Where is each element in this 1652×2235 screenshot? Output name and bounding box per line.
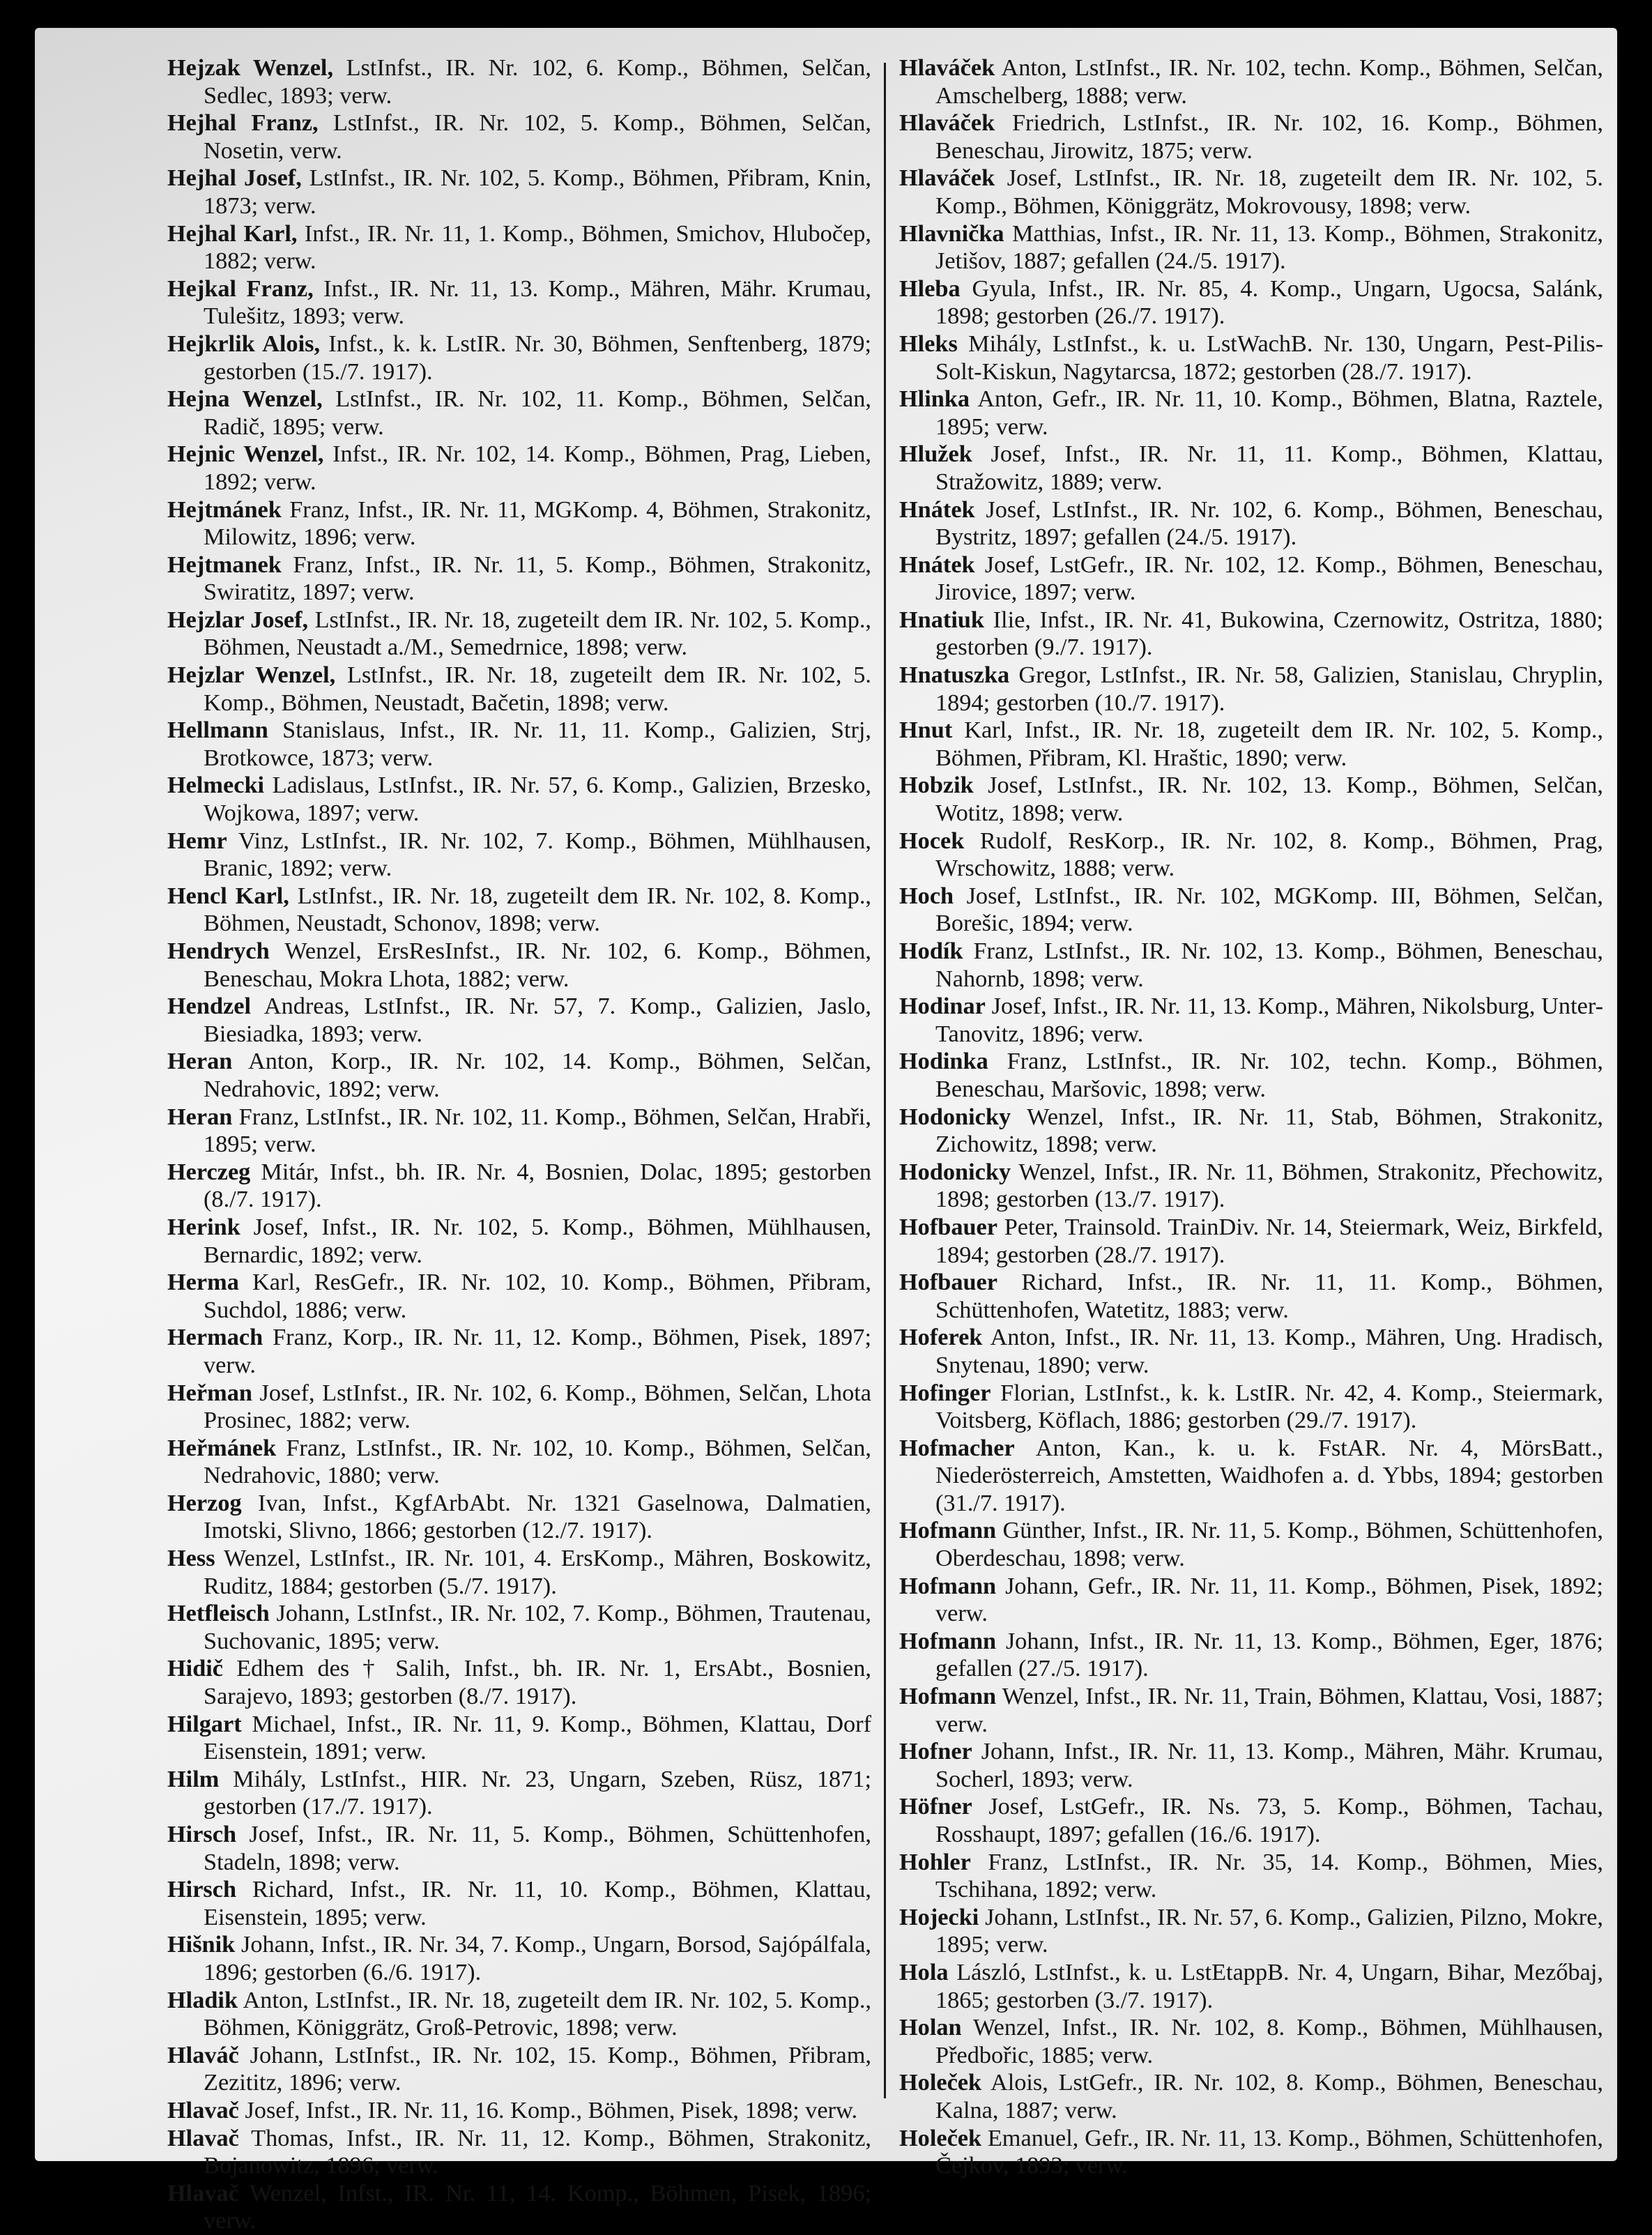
entry-details: Wenzel, Infst., IR. Nr. 11, Böhmen, Strakonitz, Přechowitz, 1898; gestorben (13./7. 1917).	[935, 1158, 1603, 1213]
entry-surname: Hoch	[899, 882, 954, 909]
entry-details: Gregor, LstInfst., IR. Nr. 58, Galizien, Stanislau, Chryplin, 1894; gestorben (10./7. 1917).	[935, 662, 1603, 716]
entry-surname: Hišnik	[167, 1931, 236, 1958]
casualty-entry	[899, 1214, 1603, 1269]
casualty-entry	[899, 54, 1603, 109]
entry-details: László, LstInfst., k. u. LstEtappB. Nr. 4, Ungarn, Bihar, Mezőbaj, 1865; gestorben (3./7. 1917).	[935, 1958, 1603, 2013]
entry-surname: Hlavač	[167, 2096, 239, 2123]
entry-details: Josef, Infst., IR. Nr. 11, 11. Komp., Böhmen, Klattau, Stražowitz, 1889; verw.	[935, 441, 1603, 495]
entry-details: Josef, LstInfst., IR. Nr. 18, zugeteilt dem IR. Nr. 102, 5. Komp., Böhmen, Königgrätz, Mokrovousy, 1898; verw.	[935, 165, 1603, 219]
entry-surname: Hetfleisch	[167, 1600, 270, 1627]
entry-details: Anton, Korp., IR. Nr. 102, 14. Komp., Böhmen, Selčan, Nedrahovic, 1892; verw.	[204, 1048, 871, 1102]
casualty-entry	[899, 551, 1603, 607]
entry-details: Rudolf, ResKorp., IR. Nr. 102, 8. Komp., Böhmen, Prag, Wrschowitz, 1888; verw.	[935, 827, 1603, 882]
casualty-entry	[167, 496, 871, 551]
entry-details: Vinz, LstInfst., IR. Nr. 102, 7. Komp., Böhmen, Mühlhausen, Branic, 1892; verw.	[204, 827, 871, 882]
entry-details: Andreas, LstInfst., IR. Nr. 57, 7. Komp., Galizien, Jaslo, Biesiadka, 1893; verw.	[204, 993, 871, 1047]
casualty-entry	[899, 2125, 1603, 2180]
entry-details: Matthias, Infst., IR. Nr. 11, 13. Komp., Böhmen, Strakonitz, Jetišov, 1887; gefallen (24./5. 1917).	[935, 220, 1603, 275]
entry-surname: Hodík	[899, 938, 963, 964]
entry-surname: Heřman	[167, 1379, 252, 1406]
casualty-entry	[167, 1269, 871, 1324]
entry-details: Gyula, Infst., IR. Nr. 85, 4. Komp., Ungarn, Ugocsa, Salánk, 1898; gestorben (26./7. 1917).	[935, 275, 1603, 330]
casualty-entry	[899, 1904, 1603, 1959]
casualty-entry	[167, 772, 871, 827]
entry-surname: Hellmann	[167, 717, 268, 744]
casualty-entry	[899, 1269, 1603, 1324]
casualty-entry	[899, 1849, 1603, 1904]
entry-details: Wenzel, Infst., IR. Nr. 102, 8. Komp., Böhmen, Mühlhausen, Předbořic, 1885; verw.	[935, 2014, 1603, 2068]
casualty-entry	[167, 827, 871, 883]
entry-details: Franz, LstInfst., IR. Nr. 102, techn. Komp., Böhmen, Beneschau, Maršovic, 1898; verw.	[935, 1048, 1603, 1102]
entry-surname: Holeček	[899, 2124, 982, 2151]
entry-details: Edhem des † Salih, Infst., bh. IR. Nr. 1, ErsAbt., Bosnien, Sarajevo, 1893; gestorben (8./7. 1917).	[204, 1655, 871, 1710]
entry-surname: Hleba	[899, 275, 961, 302]
entry-details: Emanuel, Gefr., IR. Nr. 11, 13. Komp., Böhmen, Schüttenhofen, Čejkov, 1893; verw.	[935, 2124, 1603, 2179]
casualty-entry	[167, 1545, 871, 1600]
casualty-entry	[899, 1959, 1603, 2014]
entry-details: Michael, Infst., IR. Nr. 11, 9. Komp., Böhmen, Klattau, Dorf Eisenstein, 1891; verw.	[204, 1710, 871, 1765]
casualty-entry	[167, 1876, 871, 1931]
entry-details: Josef, LstGefr., IR. Nr. 102, 12. Komp., Böhmen, Beneschau, Jirovice, 1897; verw.	[935, 551, 1603, 606]
casualty-entry	[899, 883, 1603, 938]
entry-surname: Hermach	[167, 1324, 263, 1351]
entry-details: Anton, LstInfst., IR. Nr. 18, zugeteilt dem IR. Nr. 102, 5. Komp., Böhmen, Königgrätz, Groß-Petrovic, 1898; verw.	[204, 1986, 871, 2041]
casualty-entry	[899, 993, 1603, 1048]
casualty-entry	[899, 1435, 1603, 1518]
left-column	[167, 54, 871, 2235]
casualty-entry	[167, 441, 871, 496]
entry-surname: Hilm	[167, 1765, 220, 1792]
entry-details: Infst., IR. Nr. 11, 13. Komp., Mähren, Mähr. Krumau, Tulešitz, 1893; verw.	[204, 275, 871, 330]
entry-details: Infst., IR. Nr. 102, 14. Komp., Böhmen, Prag, Lieben, 1892; verw.	[204, 441, 871, 495]
casualty-entry	[167, 2180, 871, 2235]
entry-details: Franz, LstInfst., IR. Nr. 102, 13. Komp., Böhmen, Beneschau, Nahornb, 1898; verw.	[935, 938, 1603, 992]
casualty-entry	[899, 109, 1603, 165]
entry-surname: Hlaváček	[899, 165, 995, 192]
entry-details: Anton, LstInfst., IR. Nr. 102, techn. Komp., Böhmen, Selčan, Amschelberg, 1888; verw.	[935, 54, 1603, 109]
entry-surname: Herzog	[167, 1489, 242, 1516]
casualty-entry	[167, 883, 871, 938]
entry-details: Johann, Infst., IR. Nr. 11, 13. Komp., Mähren, Mähr. Krumau, Socherl, 1893; verw.	[935, 1738, 1603, 1792]
casualty-entry	[899, 717, 1603, 772]
entry-surname: Hofbauer	[899, 1269, 997, 1296]
casualty-entry	[167, 275, 871, 330]
entry-surname: Hidič	[167, 1655, 224, 1682]
entry-surname: Hlaváček	[899, 109, 995, 137]
casualty-entry	[167, 165, 871, 220]
entry-surname: Hnátek	[899, 551, 975, 578]
casualty-entry	[899, 330, 1603, 386]
casualty-entry	[899, 662, 1603, 717]
entry-details: Johann, Gefr., IR. Nr. 11, 11. Komp., Böhmen, Pisek, 1892; verw.	[935, 1572, 1603, 1627]
entry-surname: Hofmann	[899, 1572, 997, 1599]
entry-surname: Hofbauer	[899, 1213, 997, 1240]
entry-details: Franz, LstInfst., IR. Nr. 102, 11. Komp., Böhmen, Selčan, Hrabři, 1895; verw.	[204, 1103, 871, 1158]
entry-details: Josef, Infst., IR. Nr. 11, 5. Komp., Böhmen, Schüttenhofen, Stadeln, 1898; verw.	[204, 1821, 871, 1875]
entry-details: LstInfst., IR. Nr. 18, zugeteilt dem IR. Nr. 102, 5. Komp., Böhmen, Neustadt, Bačetin, 1898; verw.	[204, 662, 872, 716]
entry-details: Wenzel, LstInfst., IR. Nr. 101, 4. ErsKomp., Mähren, Boskowitz, Ruditz, 1884; gestorben (5./7. 1917).	[204, 1545, 871, 1599]
entry-surname: Heřmánek	[167, 1434, 277, 1461]
entry-surname: Hejzlar Wenzel,	[167, 662, 336, 689]
casualty-entry	[167, 2097, 871, 2125]
entry-details: Stanislaus, Infst., IR. Nr. 11, 11. Komp., Galizien, Strj, Brotkowce, 1873; verw.	[204, 717, 871, 771]
entry-surname: Hodinar	[899, 993, 986, 1020]
entry-details: Johann, LstInfst., IR. Nr. 57, 6. Komp., Galizien, Pilzno, Mokre, 1895; verw.	[935, 1903, 1603, 1958]
entry-surname: Heran	[167, 1103, 233, 1130]
entry-details: Wenzel, Infst., IR. Nr. 11, Stab, Böhmen, Strakonitz, Zichowitz, 1898; verw.	[935, 1103, 1603, 1158]
casualty-entry	[167, 220, 871, 275]
document-page	[35, 28, 1617, 2234]
entry-surname: Hnátek	[899, 496, 975, 523]
entry-details: Josef, LstInfst., IR. Nr. 102, 6. Komp., Böhmen, Beneschau, Bystritz, 1897; gefallen (24./5. 1917).	[935, 496, 1603, 551]
entry-surname: Hlaváček	[899, 54, 995, 81]
casualty-entry	[167, 1987, 871, 2042]
entry-details: Infst., k. k. LstIR. Nr. 30, Böhmen, Senftenberg, 1879; gestorben (15./7. 1917).	[204, 330, 871, 385]
entry-surname: Hejna Wenzel,	[167, 386, 323, 413]
casualty-entry	[167, 1380, 871, 1435]
entry-surname: Hejtmánek	[167, 496, 282, 523]
entry-surname: Hleks	[899, 330, 958, 357]
entry-surname: Hofmann	[899, 1683, 997, 1710]
entry-surname: Hirsch	[167, 1821, 237, 1847]
entry-details: Johann, Infst., IR. Nr. 11, 13. Komp., Böhmen, Eger, 1876; gefallen (27./5. 1917).	[935, 1627, 1603, 1682]
entry-details: Franz, Infst., IR. Nr. 11, 5. Komp., Böhmen, Strakonitz, Swiratitz, 1897; verw.	[204, 551, 871, 606]
entry-surname: Hejzlar Josef,	[167, 606, 309, 633]
entry-surname: Hejzak Wenzel,	[167, 54, 334, 81]
entry-details: LstInfst., IR. Nr. 102, 11. Komp., Böhmen, Selčan, Radič, 1895; verw.	[204, 386, 871, 440]
entry-surname: Heran	[167, 1048, 233, 1075]
entry-surname: Hejhal Karl,	[167, 220, 298, 247]
entry-surname: Hofner	[899, 1738, 972, 1765]
entry-surname: Hencl Karl,	[167, 882, 289, 909]
casualty-entry	[899, 1104, 1603, 1159]
entry-details: Josef, LstGefr., IR. Ns. 73, 5. Komp., Böhmen, Tachau, Rosshaupt, 1897; gefallen (16./6. 1917).	[935, 1793, 1603, 1847]
entry-details: Johann, Infst., IR. Nr. 34, 7. Komp., Ungarn, Borsod, Sajópálfala, 1896; gestorben (6./6. 1917).	[204, 1931, 871, 1985]
casualty-entry	[167, 2042, 871, 2097]
entry-details: Florian, LstInfst., k. k. LstIR. Nr. 42, 4. Komp., Steiermark, Voitsberg, Köflach, 1886; gestorben (29./7. 1917).	[935, 1379, 1603, 1434]
entry-details: Richard, Infst., IR. Nr. 11, 10. Komp., Böhmen, Klattau, Eisenstein, 1895; verw.	[204, 1876, 871, 1930]
entry-surname: Hladik	[167, 1986, 238, 2013]
casualty-entry	[899, 1159, 1603, 1214]
casualty-entry	[899, 1048, 1603, 1103]
casualty-entry	[167, 1159, 871, 1214]
casualty-entry	[167, 1600, 871, 1655]
entry-details: Anton, Kan., k. u. k. FstAR. Nr. 4, MörsBatt., Niederösterreich, Amstetten, Waidhofen a. d. Ybbs, 1894; gestorben (31./7. 1917).	[935, 1434, 1603, 1516]
entry-surname: Holeček	[899, 2069, 982, 2096]
entry-surname: Hendzel	[167, 993, 252, 1020]
casualty-entry	[167, 1821, 871, 1876]
entry-surname: Hlavač	[167, 2124, 239, 2151]
entry-details: Mihály, LstInfst., HIR. Nr. 23, Ungarn, Szeben, Rüsz, 1871; gestorben (17./7. 1917).	[204, 1765, 871, 1820]
entry-details: Wenzel, ErsResInfst., IR. Nr. 102, 6. Komp., Böhmen, Beneschau, Mokra Lhota, 1882; verw.	[204, 938, 871, 992]
entry-surname: Hlužek	[899, 441, 972, 468]
entry-details: LstInfst., IR. Nr. 18, zugeteilt dem IR. Nr. 102, 8. Komp., Böhmen, Neustadt, Schonov, 1898; verw.	[204, 882, 871, 937]
entry-details: Josef, Infst., IR. Nr. 11, 13. Komp., Mähren, Nikolsburg, Unter-Tanovitz, 1896; verw.	[935, 993, 1603, 1047]
entry-surname: Hnatuszka	[899, 662, 1010, 689]
entry-surname: Hobzik	[899, 772, 974, 799]
casualty-entry	[167, 662, 871, 717]
casualty-entry	[899, 165, 1603, 220]
entry-details: Franz, LstInfst., IR. Nr. 102, 10. Komp., Böhmen, Selčan, Nedrahovic, 1880; verw.	[204, 1434, 871, 1489]
entry-details: Thomas, Infst., IR. Nr. 11, 12. Komp., Böhmen, Strakonitz, Bojanowitz, 1896; verw.	[204, 2124, 871, 2179]
entry-surname: Hlaváč	[167, 2041, 239, 2068]
casualty-entry	[167, 993, 871, 1048]
casualty-entry	[167, 1048, 871, 1103]
entry-surname: Hilgart	[167, 1710, 242, 1737]
entry-surname: Holan	[899, 2014, 962, 2041]
casualty-entry	[167, 2125, 871, 2180]
casualty-entry	[167, 54, 871, 109]
entry-surname: Hofinger	[899, 1379, 991, 1406]
entry-details: Josef, Infst., IR. Nr. 102, 5. Komp., Böhmen, Mühlhausen, Bernardic, 1892; verw.	[204, 1213, 871, 1268]
entry-details: Wenzel, Infst., IR. Nr. 11, Train, Böhmen, Klattau, Vosi, 1887; verw.	[935, 1683, 1603, 1737]
entry-surname: Herczeg	[167, 1158, 251, 1185]
casualty-entry	[899, 772, 1603, 827]
entry-details: Johann, LstInfst., IR. Nr. 102, 7. Komp., Böhmen, Trautenau, Suchovanic, 1895; verw.	[204, 1600, 871, 1654]
casualty-entry	[899, 1517, 1603, 1572]
casualty-entry	[899, 2069, 1603, 2124]
entry-details: LstInfst., IR. Nr. 102, 5. Komp., Böhmen, Přibram, Knin, 1873; verw.	[204, 165, 871, 219]
entry-details: Wenzel, Infst., IR. Nr. 11, 14. Komp., Böhmen, Pisek, 1896; verw.	[204, 2179, 871, 2234]
entry-details: Mihály, LstInfst., k. u. LstWachB. Nr. 130, Ungarn, Pest-Pilis-Solt-Kiskun, Nagytarcsa, 1872; gestorben (28./7. 1917).	[935, 330, 1603, 385]
entry-surname: Hirsch	[167, 1876, 237, 1903]
casualty-entry	[899, 1324, 1603, 1379]
entry-details: LstInfst., IR. Nr. 18, zugeteilt dem IR. Nr. 102, 5. Komp., Böhmen, Neustadt a./M., Semedrnice, 1898; verw.	[204, 606, 871, 661]
entry-surname: Hofmann	[899, 1517, 997, 1544]
casualty-entry	[167, 1490, 871, 1545]
entry-surname: Hendrych	[167, 938, 270, 964]
entry-details: Anton, Gefr., IR. Nr. 11, 10. Komp., Böhmen, Blatna, Raztele, 1895; verw.	[935, 386, 1603, 440]
entry-details: Richard, Infst., IR. Nr. 11, 11. Komp., Böhmen, Schüttenhofen, Watetitz, 1883; verw.	[935, 1269, 1603, 1323]
entry-details: Ladislaus, LstInfst., IR. Nr. 57, 6. Komp., Galizien, Brzesko, Wojkowa, 1897; verw.	[204, 772, 871, 827]
entry-details: Mitár, Infst., bh. IR. Nr. 4, Bosnien, Dolac, 1895; gestorben (8./7. 1917).	[204, 1158, 871, 1213]
casualty-entry	[899, 1573, 1603, 1628]
casualty-entry	[899, 496, 1603, 551]
entry-details: Peter, Trainsold. TrainDiv. Nr. 14, Steiermark, Weiz, Birkfeld, 1894; gestorben (28./7. 1917).	[935, 1213, 1603, 1268]
entry-surname: Hess	[167, 1545, 215, 1572]
entry-details: Franz, Infst., IR. Nr. 11, MGKomp. 4, Böhmen, Strakonitz, Milowitz, 1896; verw.	[204, 496, 871, 551]
casualty-entry	[899, 2014, 1603, 2069]
entry-surname: Hodinka	[899, 1048, 988, 1075]
entry-details: Josef, LstInfst., IR. Nr. 102, 13. Komp., Böhmen, Selčan, Wotitz, 1898; verw.	[935, 772, 1603, 827]
entry-surname: Hejkrlik Alois,	[167, 330, 321, 357]
entry-surname: Hejkal Franz,	[167, 275, 314, 302]
casualty-entry	[167, 551, 871, 607]
entry-surname: Hola	[899, 1958, 949, 1985]
column-divider	[884, 63, 886, 2098]
casualty-entry	[167, 1766, 871, 1821]
casualty-entry	[899, 1793, 1603, 1848]
entry-details: Ilie, Infst., IR. Nr. 41, Bukowina, Czernowitz, Ostritza, 1880; gestorben (9./7. 1917).	[935, 606, 1603, 661]
casualty-entry	[899, 827, 1603, 883]
casualty-entry	[167, 330, 871, 386]
casualty-entry	[899, 607, 1603, 662]
casualty-entry	[899, 1380, 1603, 1435]
casualty-entry	[167, 1711, 871, 1766]
entry-details: Günther, Infst., IR. Nr. 11, 5. Komp., Böhmen, Schüttenhofen, Oberdeschau, 1898; verw.	[935, 1517, 1603, 1572]
casualty-entry	[167, 607, 871, 662]
casualty-entry	[899, 441, 1603, 496]
entry-surname: Hoferek	[899, 1324, 983, 1351]
casualty-entry	[167, 938, 871, 993]
entry-details: Franz, LstInfst., IR. Nr. 35, 14. Komp., Böhmen, Mies, Tschihana, 1892; verw.	[935, 1848, 1603, 1903]
casualty-entry	[899, 1738, 1603, 1793]
entry-surname: Hemr	[167, 827, 227, 854]
entry-surname: Hejtmanek	[167, 551, 282, 578]
entry-details: Josef, Infst., IR. Nr. 11, 16. Komp., Böhmen, Pisek, 1898; verw.	[238, 2096, 858, 2123]
casualty-entry	[899, 938, 1603, 993]
entry-surname: Hodonicky	[899, 1158, 1011, 1185]
entry-details: Karl, Infst., IR. Nr. 18, zugeteilt dem IR. Nr. 102, 5. Komp., Böhmen, Přibram, Kl. Hraštic, 1890; verw.	[935, 717, 1603, 771]
casualty-entry	[899, 275, 1603, 330]
entry-surname: Hofmann	[899, 1627, 997, 1654]
casualty-entry	[167, 1214, 871, 1269]
casualty-entry	[167, 1435, 871, 1490]
entry-details: Johann, LstInfst., IR. Nr. 102, 15. Komp., Böhmen, Přibram, Zezititz, 1896; verw.	[204, 2041, 871, 2096]
entry-surname: Höfner	[899, 1793, 972, 1820]
entry-details: LstInfst., IR. Nr. 102, 5. Komp., Böhmen, Selčan, Nosetin, verw.	[204, 109, 871, 164]
entry-surname: Hodonicky	[899, 1103, 1011, 1130]
casualty-entry	[899, 1683, 1603, 1738]
casualty-entry	[167, 1931, 871, 1986]
entry-details: Karl, ResGefr., IR. Nr. 102, 10. Komp., Böhmen, Přibram, Suchdol, 1886; verw.	[204, 1269, 871, 1323]
entry-details: Franz, Korp., IR. Nr. 11, 12. Komp., Böhmen, Pisek, 1897; verw.	[204, 1324, 871, 1378]
entry-details: Alois, LstGefr., IR. Nr. 102, 8. Komp., Böhmen, Beneschau, Kalna, 1887; verw.	[935, 2069, 1603, 2123]
entry-surname: Hnatiuk	[899, 606, 984, 633]
entry-surname: Hohler	[899, 1848, 971, 1875]
entry-details: Infst., IR. Nr. 11, 1. Komp., Böhmen, Smichov, Hlubočep, 1882; verw.	[204, 220, 871, 275]
casualty-entry	[167, 717, 871, 772]
entry-details: Josef, LstInfst., IR. Nr. 102, 6. Komp., Böhmen, Selčan, Lhota Prosinec, 1882; verw.	[204, 1379, 871, 1434]
casualty-entry	[899, 386, 1603, 441]
entry-surname: Hofmacher	[899, 1434, 1015, 1461]
entry-details: Anton, Infst., IR. Nr. 11, 13. Komp., Mähren, Ung. Hradisch, Snytenau, 1890; verw.	[935, 1324, 1603, 1378]
entry-surname: Helmecki	[167, 772, 265, 799]
entry-details: Friedrich, LstInfst., IR. Nr. 102, 16. Komp., Böhmen, Beneschau, Jirowitz, 1875; verw.	[935, 109, 1603, 164]
entry-surname: Hlavnička	[899, 220, 1004, 247]
entry-surname: Herma	[167, 1269, 239, 1296]
entry-surname: Hlavač	[167, 2179, 239, 2206]
entry-surname: Hejnic Wenzel,	[167, 441, 324, 468]
casualty-entry	[167, 1104, 871, 1159]
entry-details: Josef, LstInfst., IR. Nr. 102, MGKomp. III, Böhmen, Selčan, Borešic, 1894; verw.	[935, 882, 1603, 937]
casualty-entry	[899, 220, 1603, 275]
entry-surname: Hocek	[899, 827, 965, 854]
right-column	[899, 54, 1603, 2180]
entry-surname: Herink	[167, 1213, 240, 1240]
entry-surname: Hojecki	[899, 1903, 979, 1930]
entry-details: LstInfst., IR. Nr. 102, 6. Komp., Böhmen, Selčan, Sedlec, 1893; verw.	[204, 54, 871, 109]
casualty-entry	[899, 1628, 1603, 1683]
entry-surname: Hejhal Franz,	[167, 109, 319, 137]
entry-surname: Hlinka	[899, 386, 970, 413]
entry-surname: Hejhal Josef,	[167, 165, 302, 192]
casualty-entry	[167, 109, 871, 165]
entry-details: Ivan, Infst., KgfArbAbt. Nr. 1321 Gaselnowa, Dalmatien, Imotski, Slivno, 1866; gestorben (12./7. 1917).	[204, 1489, 871, 1544]
entry-surname: Hnut	[899, 717, 953, 744]
casualty-entry	[167, 1324, 871, 1379]
casualty-entry	[167, 386, 871, 441]
casualty-entry	[167, 1655, 871, 1710]
